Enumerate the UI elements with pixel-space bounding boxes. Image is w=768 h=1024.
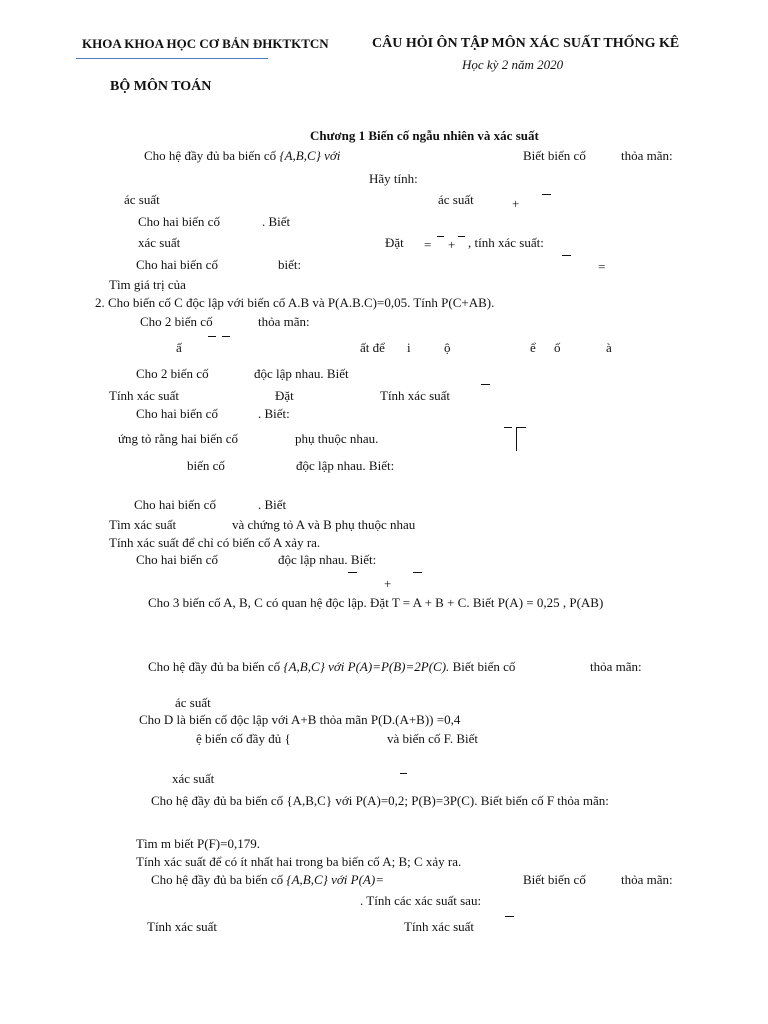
math-symbol: + (448, 237, 456, 252)
question-text: Đặt (275, 388, 294, 403)
question-text: Biết biến cố (523, 872, 586, 887)
question-text: ác suất (124, 192, 160, 207)
question-text: à (606, 340, 612, 355)
question-text (148, 660, 515, 673)
question-text: Tính xác suất (404, 919, 475, 934)
question-text: Cho hệ đầy đủ ba biến cố {A,B,C} với P(A)=0,2; P(B)=3P(C). Biết biến cố F thỏa mãn: (151, 793, 609, 808)
overline-mark (222, 336, 230, 337)
question-text: , tính xác suất: (468, 235, 544, 250)
question-text: Tìm xác suất (109, 517, 177, 532)
header-underline (76, 58, 268, 59)
overline-mark (400, 773, 407, 774)
question-text: thỏa mãn: (590, 659, 642, 674)
question-text: Cho hai biến cố (138, 214, 220, 229)
text-fragment: Cho hệ đầy đủ ba biến cố (148, 659, 284, 674)
question-text: thỏa mãn: (621, 872, 673, 887)
text-fragment: Cho hệ đầy đủ ba biến cố (144, 148, 280, 163)
overline-mark (516, 427, 526, 428)
question-text: ể (530, 340, 536, 355)
overline-mark (505, 916, 514, 917)
question-text: ệ biến cố đầy đủ { (196, 731, 291, 746)
math-symbol: = (598, 259, 606, 274)
question-text: Cho D là biến cố độc lập với A+B thỏa mãn P(D.(A+B)) =0,4 (139, 712, 461, 727)
overline-mark (542, 194, 551, 195)
math-symbol: + (384, 576, 392, 591)
semester: Học kỳ 2 năm 2020 (462, 57, 564, 72)
text-fragment-italic: {A,B,C} với (279, 148, 341, 163)
chapter-title: Chương 1 Biến cố ngẫu nhiên và xác suất (310, 128, 539, 143)
math-symbol: = (424, 237, 432, 252)
question-text: . Tính các xác suất sau: (360, 893, 482, 908)
question-text: ác suất (438, 192, 474, 207)
question-text: Cho hai biến cố (134, 497, 216, 512)
question-text: Tính xác suất (147, 919, 218, 934)
question-text: . Biết (258, 497, 287, 512)
question-text: độc lập nhau. Biết: (296, 458, 395, 473)
question-text: Tính xác suất để chỉ có biến cố A xảy ra. (109, 535, 321, 550)
question-text: Tính xác suất (380, 388, 451, 403)
overline-mark (437, 236, 444, 237)
overline-mark (348, 572, 357, 573)
question-text: Cho hai biến cố (136, 406, 218, 421)
question-text: ất để (360, 340, 385, 355)
department-name: BỘ MÔN TOÁN (110, 79, 212, 94)
question-text: biết: (278, 257, 302, 272)
math-symbol: + (512, 196, 520, 211)
text-fragment-italic: {A,B,C} với P(A)= (286, 872, 384, 887)
question-text: biến cố (187, 458, 225, 473)
question-text: thỏa mãn: (258, 314, 310, 329)
question-text: Cho hai biến cố (136, 257, 218, 272)
question-text: phụ thuộc nhau. (295, 431, 379, 446)
question-text: xác suất (138, 235, 181, 250)
text-fragment: Cho hệ đầy đủ ba biến cố (151, 872, 287, 887)
overline-mark (208, 336, 216, 337)
question-text: độc lập nhau. Biết (254, 366, 349, 381)
question-text: ứng tỏ rằng hai biến cố (118, 431, 239, 446)
question-text: i (407, 340, 411, 355)
faculty-name: KHOA KHOA HỌC CƠ BẢN ĐHKTKTCN (82, 36, 329, 51)
question-text: Hãy tính: (369, 171, 418, 186)
question-text: độc lập nhau. Biết: (278, 552, 377, 567)
question-text: Tìm giá trị của (109, 277, 186, 292)
question-text: . Biết (262, 214, 291, 229)
question-text: Cho 2 biến cố (136, 366, 209, 381)
question-text: Cho 3 biến cố A, B, C có quan hệ độc lập. Đặt T = A + B + C. Biết P(A) = 0,25 , P(AB) (148, 595, 604, 610)
vertical-bar-mark (516, 427, 517, 451)
question-text: Cho hai biến cố (136, 552, 218, 567)
question-text: Cho 2 biến cố (140, 314, 213, 329)
course-title: CÂU HỎI ÔN TẬP MÔN XÁC SUẤT THỐNG KÊ (372, 36, 680, 51)
question-text: ộ (444, 340, 451, 355)
question-text: Tính xác suất để có ít nhất hai trong ba biến cố A; B; C xảy ra. (136, 854, 462, 869)
question-text: thỏa mãn: (621, 148, 673, 163)
overline-mark (504, 427, 512, 428)
question-text (144, 149, 340, 162)
question-text: . Biết: (258, 406, 290, 421)
question-text: ấ (176, 340, 182, 355)
question-text: Tìm m biết P(F)=0,179. (136, 836, 260, 851)
text-fragment-italic: {A,B,C} với P(A)=P(B)=2P(C). (283, 659, 450, 674)
question-text: Biết biến cố (523, 148, 586, 163)
question-text: Đặt (385, 235, 404, 250)
question-text: ác suất (175, 695, 211, 710)
question-text: Tính xác suất (109, 388, 180, 403)
question-text: xác suất (172, 771, 215, 786)
question-text: và chứng tỏ A và B phụ thuộc nhau (232, 517, 416, 532)
text-fragment: Biết biến cố (449, 659, 516, 674)
question-text: ố (554, 340, 561, 355)
overline-mark (458, 236, 465, 237)
overline-mark (562, 255, 571, 256)
overline-mark (481, 384, 490, 385)
question-text (151, 873, 384, 886)
question-text: và biến cố F. Biết (387, 731, 479, 746)
overline-mark (413, 572, 422, 573)
question-text: 2. Cho biến cố C độc lập với biến cố A.B và P(A.B.C)=0,05. Tính P(C+AB). (95, 295, 495, 310)
